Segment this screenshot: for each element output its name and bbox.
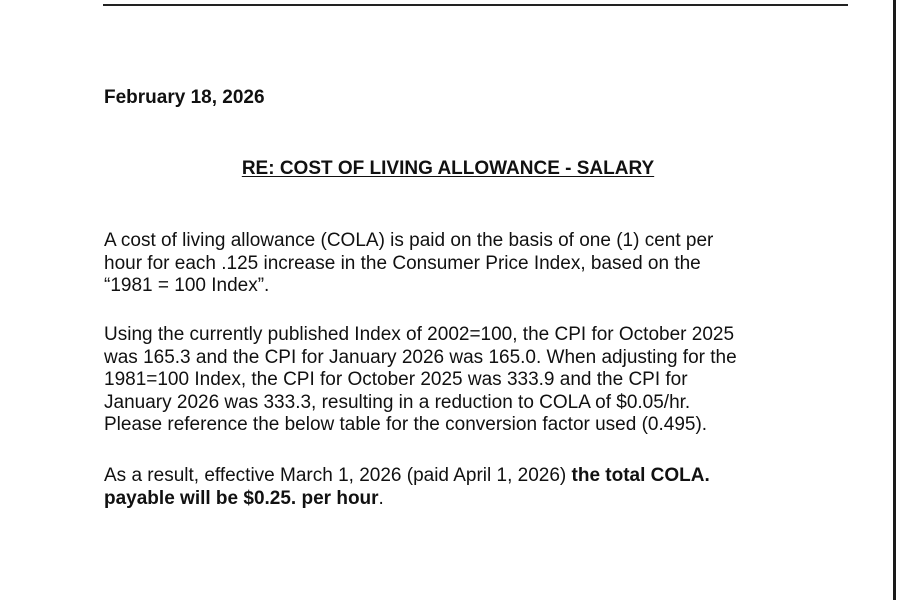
text-line: hour for each .125 increase in the Consumer Price Index, based on the [104,252,701,274]
result-text: As a result, effective March 1, 2026 (paid April 1, 2026) [104,465,572,486]
paragraph-result [104,465,804,510]
text-line: Using the currently published Index of 2002=100, the CPI for October 2025 [104,324,735,345]
letter-date: February 18, 2026 [104,87,265,108]
sentence-end: . [378,487,384,509]
text-line [104,488,804,511]
text-line: “1981 = 100 Index”. [104,275,270,296]
paragraph-cola-basis [104,230,804,298]
subject-line: RE: COST OF LIVING ALLOWANCE - SALARY [241,158,655,179]
text-line: 1981=100 Index, the CPI for October 2025 was 333.9 and the CPI for [104,369,688,390]
text-line: January 2026 was 333.3, resulting in a reduction to COLA of $0.05/hr. [104,391,691,413]
paragraph-cpi-details [104,324,804,437]
text-line: Please reference the below table for the conversion factor used (0.495). [104,414,708,435]
text-line: A cost of living allowance (COLA) is paid on the basis of one (1) cent per [104,230,714,251]
page-edge [893,0,896,600]
total-cola-emphasis: the total COLA. [571,465,710,486]
top-rule [103,4,848,6]
payable-amount-emphasis: payable will be $0.25. per hour [104,487,379,509]
text-line: was 165.3 and the CPI for January 2026 was 165.0. When adjusting for the [104,346,737,368]
text-line [104,465,804,488]
